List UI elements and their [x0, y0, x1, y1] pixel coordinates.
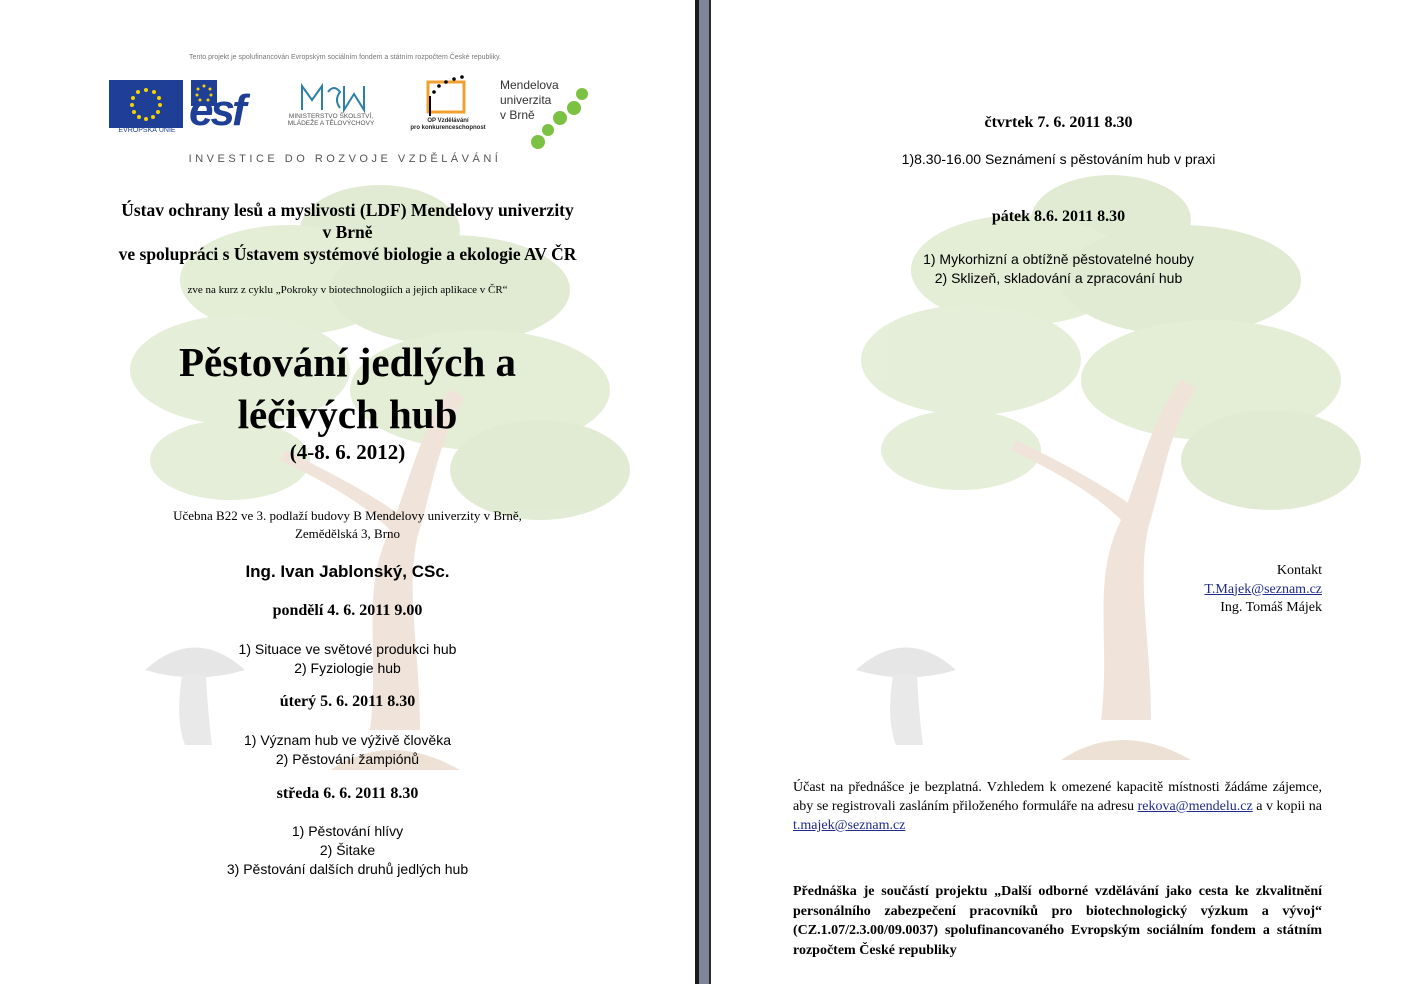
event-title — [40, 336, 655, 440]
project-paragraph: Přednáška je součástí projektu „Další odborné vzdělávání jako cesta ke zkvalitnění personálního zabezpečení pracovníků pro biotechnologický výzkum a vývoj“ (CZ.1.07/2.3.00/09.0037) spolufinancovaného Evropským sociálním fondem a státním rozpočtem České republiky — [793, 884, 1322, 958]
registration-copy-email-link[interactable]: t.majek@seznam.cz — [793, 818, 906, 833]
institute-line-2: v Brně — [322, 222, 373, 242]
day-heading-monday: pondělí 4. 6. 2011 9.00 — [272, 602, 423, 619]
registration-text: Účast na přednášce je bezplatná. Vzhledem k omezené kapacitě místnosti žádáme zájemce, aby se registrovali zasláním přiloženého formuláře na adresu — [793, 780, 1322, 814]
day-items-thursday — [751, 151, 1366, 167]
list-item: 2) Fyziologie hub — [294, 660, 401, 676]
op-vzdelavani-logo — [420, 72, 480, 118]
institute-line-3: ve spolupráci s Ústavem systémové biologie a ekologie AV ČR — [118, 244, 577, 264]
institute-line-1: Ústav ochrany lesů a myslivosti (LDF) Mendelovy univerzity — [121, 200, 574, 220]
op-line-1: OP Vzdělávání — [427, 118, 469, 124]
contact-block — [1111, 562, 1322, 618]
msmt-line-1: MINISTERSTVO ŠKOLSTVÍ, — [288, 113, 374, 120]
institute-heading — [40, 199, 655, 265]
contact-label: Kontakt — [1276, 563, 1322, 578]
mendel-line-2: univerzita — [500, 93, 552, 107]
list-item: 1) Význam hub ve výživě člověka — [244, 732, 451, 748]
day-items-wednesday — [40, 822, 655, 879]
registration-mid-text: a v kopii na — [1252, 799, 1323, 814]
lecturer-name: Ing. Ivan Jablonský, CSc. — [245, 562, 450, 581]
list-item: 2) Pěstování žampiónů — [275, 751, 420, 767]
msmt-logo — [298, 80, 370, 116]
msmt-label — [266, 113, 396, 127]
day-heading-tuesday: úterý 5. 6. 2011 8.30 — [279, 693, 416, 710]
location-line-2: Zemědělská 3, Brno — [294, 526, 401, 541]
event-dates: (4-8. 6. 2012) — [289, 440, 406, 464]
document-page-left — [0, 0, 695, 984]
day-items-tuesday — [40, 731, 655, 769]
title-line-2: léčivých hub — [237, 391, 458, 437]
title-line-1: Pěstování jedlých a — [178, 339, 517, 385]
tree-watermark — [120, 170, 640, 810]
contact-email-link[interactable]: T.Majek@seznam.cz — [1204, 581, 1322, 597]
day-heading-friday: pátek 8.6. 2011 8.30 — [991, 208, 1126, 225]
registration-email-link[interactable]: rekova@mendelu.cz — [1137, 799, 1253, 814]
list-item: 2) Šitake — [319, 842, 376, 858]
funding-note: Tento projekt je spolufinancován Evropským sociálním fondem a státním rozpočtem České republiky. — [189, 54, 501, 61]
day-items-monday — [40, 640, 655, 678]
list-item: 1) Mykorhizní a obtížně pěstovatelné houby — [923, 251, 1194, 267]
location — [40, 507, 655, 543]
day-items-friday — [751, 250, 1366, 288]
op-line-2: pro konkurenceschopnost — [410, 125, 486, 131]
list-item: 1) Situace ve světové produkci hub — [238, 641, 457, 657]
op-label — [398, 118, 498, 132]
mendel-dots-logo — [526, 86, 592, 150]
msmt-line-2: MLÁDEŽE A TĚLOVÝCHOVY — [287, 120, 375, 127]
eu-label: EVROPSKÁ UNIE — [118, 127, 176, 134]
day-heading-thursday: čtvrtek 7. 6. 2011 8.30 — [984, 114, 1133, 131]
registration-paragraph — [793, 778, 1322, 835]
list-item: 1)8.30-16.00 Seznámení s pěstováním hub v praxi — [901, 151, 1216, 167]
investice-tagline: INVESTICE DO ROZVOJE VZDĚLÁVÁNÍ — [188, 153, 502, 165]
mushroom-watermark — [851, 630, 961, 750]
list-item: 3) Pěstování dalších druhů jedlých hub — [226, 861, 469, 877]
invite-text: zve na kurz z cyklu „Pokroky v biotechnologiích a jejich aplikace v ČR“ — [187, 284, 508, 296]
document-page-right — [711, 0, 1408, 984]
list-item: 2) Sklizeň, skladování a zpracování hub — [934, 270, 1183, 286]
list-item: 1) Pěstování hlívy — [291, 823, 404, 839]
mendel-line-1: Mendelova — [500, 78, 559, 92]
mendel-line-3: v Brně — [500, 108, 535, 122]
location-line-1: Učebna B22 ve 3. podlaží budovy B Mendelovy univerzity v Brně, — [173, 508, 522, 523]
day-heading-wednesday: středa 6. 6. 2011 8.30 — [276, 785, 419, 802]
esf-label: esf — [189, 86, 244, 135]
contact-name: Ing. Tomáš Májek — [1220, 600, 1322, 615]
